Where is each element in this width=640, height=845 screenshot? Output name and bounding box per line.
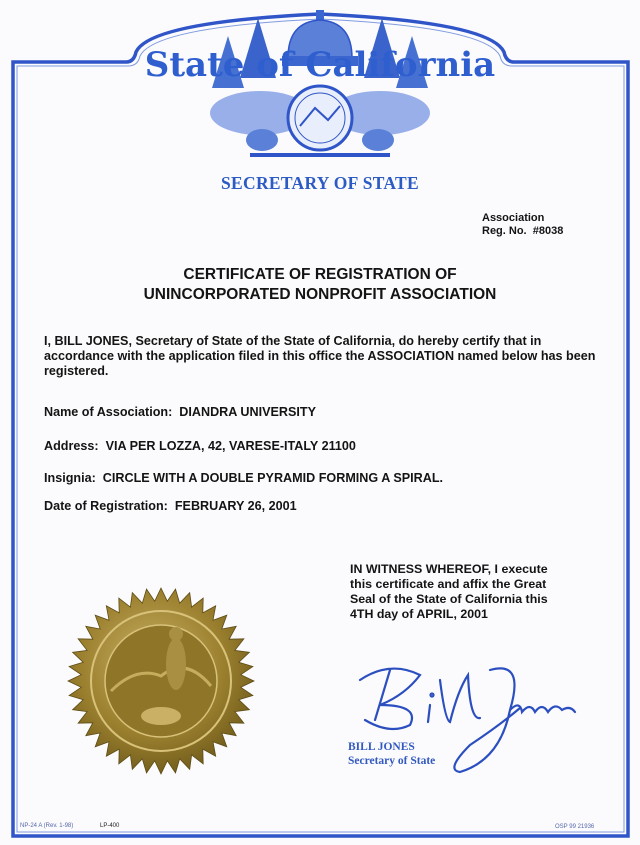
witness-statement — [350, 562, 610, 622]
field-address — [44, 439, 356, 453]
field-value: CIRCLE WITH A DOUBLE PYRAMID FORMING A SPIRAL. — [102, 471, 444, 485]
certification-text: I, BILL JONES, Secretary of State of the State of California, do hereby certify that in accordance with the application filed in this office the ASSOCIATION named below has been registered. — [44, 334, 596, 378]
print-code: OSP 99 21936 — [555, 824, 595, 830]
field-label: Address: — [44, 439, 99, 453]
certificate-title — [40, 265, 600, 305]
gold-state-seal — [66, 586, 256, 776]
witness-line: this certificate and affix the Great — [350, 577, 547, 591]
registration-number — [482, 212, 563, 238]
title-line-1: CERTIFICATE OF REGISTRATION OF — [183, 266, 457, 283]
witness-line: IN WITNESS WHEREOF, I execute — [350, 562, 548, 576]
signatory-name: BILL JONES — [348, 741, 415, 753]
field-insignia — [44, 471, 443, 485]
field-registration-date — [44, 499, 297, 513]
field-value: FEBRUARY 26, 2001 — [174, 499, 297, 513]
lp-code: LP-400 — [100, 823, 120, 829]
signatory-block — [348, 740, 435, 768]
field-label: Insignia: — [44, 471, 96, 485]
witness-line: 4TH day of APRIL, 2001 — [350, 607, 488, 621]
field-association-name — [44, 405, 316, 419]
state-crest-emblem — [170, 8, 470, 163]
crest-title: State of California — [144, 45, 496, 85]
witness-line: Seal of the State of California this — [350, 592, 548, 606]
field-value: DIANDRA UNIVERSITY — [179, 405, 316, 419]
form-number: NP-24 A (Rev. 1-98) — [20, 823, 74, 829]
registration-label: Association — [482, 212, 545, 224]
registration-value: Reg. No. #8038 — [482, 225, 564, 237]
signatory-title: Secretary of State — [348, 755, 436, 767]
field-label: Date of Registration: — [44, 499, 168, 513]
field-label: Name of Association: — [44, 405, 173, 419]
title-line-2: UNINCORPORATED NONPROFIT ASSOCIATION — [143, 286, 497, 303]
field-value: VIA PER LOZZA, 42, VARESE-ITALY 21100 — [105, 439, 356, 453]
office-heading: SECRETARY OF STATE — [221, 173, 419, 193]
